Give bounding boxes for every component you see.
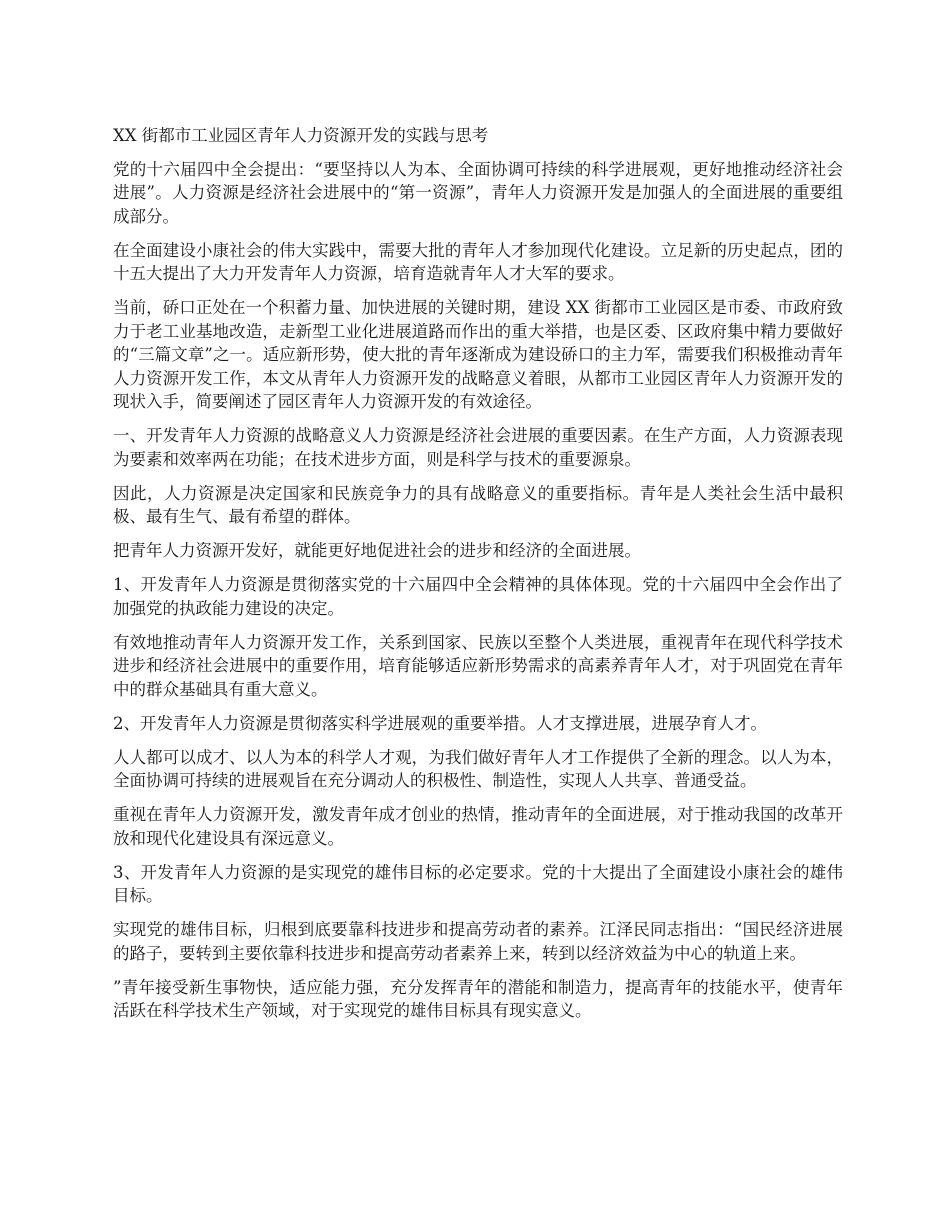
paragraph-12: 3、开发青年人力资源的是实现党的雄伟目标的必定要求。党的十大提出了全面建设小康社会的雄伟目标。 [113, 862, 843, 905]
document-page [113, 124, 843, 1033]
paragraph-3: 当前，硚口正处在一个积蓄力量、加快进展的关键时期，建设 XX 街都市工业园区是市委、市政府致力于老工业基地改造，走新型工业化进展道路而作出的重大举措，也是区委、区政府集中精力要做好的“三篇文章”之一。适应新形势，使大批的青年逐渐成为建设硚口的主力军，需要我们积极推动青年人力资源开发工作，本文从青年人力资源开发的战略意义着眼，从都市工业园区青年人力资源开发的现状入手，简要阐述了园区青年人力资源开发的有效途径。 [113, 298, 843, 411]
paragraph-13: 实现党的雄伟目标，归根到底要靠科技进步和提高劳动者的素养。江泽民同志指出：“国民经济进展的路子，要转到主要依靠科技进步和提高劳动者素养上来，转到以经济效益为中心的轨道上来。 [113, 920, 843, 963]
paragraph-4: 一、开发青年人力资源的战略意义人力资源是经济社会进展的重要因素。在生产方面，人力资源表现为要素和效率两在功能；在技术进步方面，则是科学与技术的重要源泉。 [113, 426, 843, 469]
paragraph-6: 把青年人力资源开发好，就能更好地促进社会的进步和经济的全面进展。 [113, 541, 641, 560]
paragraph-7: 1、开发青年人力资源是贯彻落实党的十六届四中全会精神的具体体现。党的十六届四中全会作出了加强党的执政能力建设的决定。 [113, 575, 843, 618]
paragraph-10: 人人都可以成才、以人为本的科学人才观，为我们做好青年人才工作提供了全新的理念。以人为本，全面协调可持续的进展观旨在充分调动人的积极性、制造性，实现人人共享、普通受益。 [113, 747, 843, 790]
paragraph-1: 党的十六届四中全会提出：“要坚持以人为本、全面协调可持续的科学进展观，更好地推动经济社会进展”。人力资源是经济社会进展中的“第一资源”，青年人力资源开发是加强人的全面进展的重要组成部分。 [113, 159, 843, 226]
paragraph-9: 2、开发青年人力资源是贯彻落实科学进展观的重要举措。人才支撑进展，进展孕育人才。 [113, 713, 767, 733]
paragraph-14: ”青年接受新生事物快，适应能力强，充分发挥青年的潜能和制造力，提高青年的技能水平，使青年活跃在科学技术生产领域，对于实现党的雄伟目标具有现实意义。 [113, 977, 843, 1020]
paragraph-8: 有效地推动青年人力资源开发工作，关系到国家、民族以至整个人类进展，重视青年在现代科学技术进步和经济社会进展中的重要作用，培育能够适应新形势需求的高素养青年人才，对于巩固党在青年中的群众基础具有重大意义。 [113, 632, 843, 699]
paragraph-2: 在全面建设小康社会的伟大实践中，需要大批的青年人才参加现代化建设。立足新的历史起点，团的十五大提出了大力开发青年人力资源，培育造就青年人才大军的要求。 [113, 240, 843, 283]
paragraph-11: 重视在青年人力资源开发，激发青年成才创业的热情，推动青年的全面进展，对于推动我国的改革开放和现代化建设具有深远意义。 [113, 805, 843, 848]
paragraph-5: 因此，人力资源是决定国家和民族竞争力的具有战略意义的重要指标。青年是人类社会生活中最积极、最有生气、最有希望的群体。 [113, 483, 843, 526]
document-title: XX 街都市工业园区青年人力资源开发的实践与思考 [113, 126, 489, 145]
